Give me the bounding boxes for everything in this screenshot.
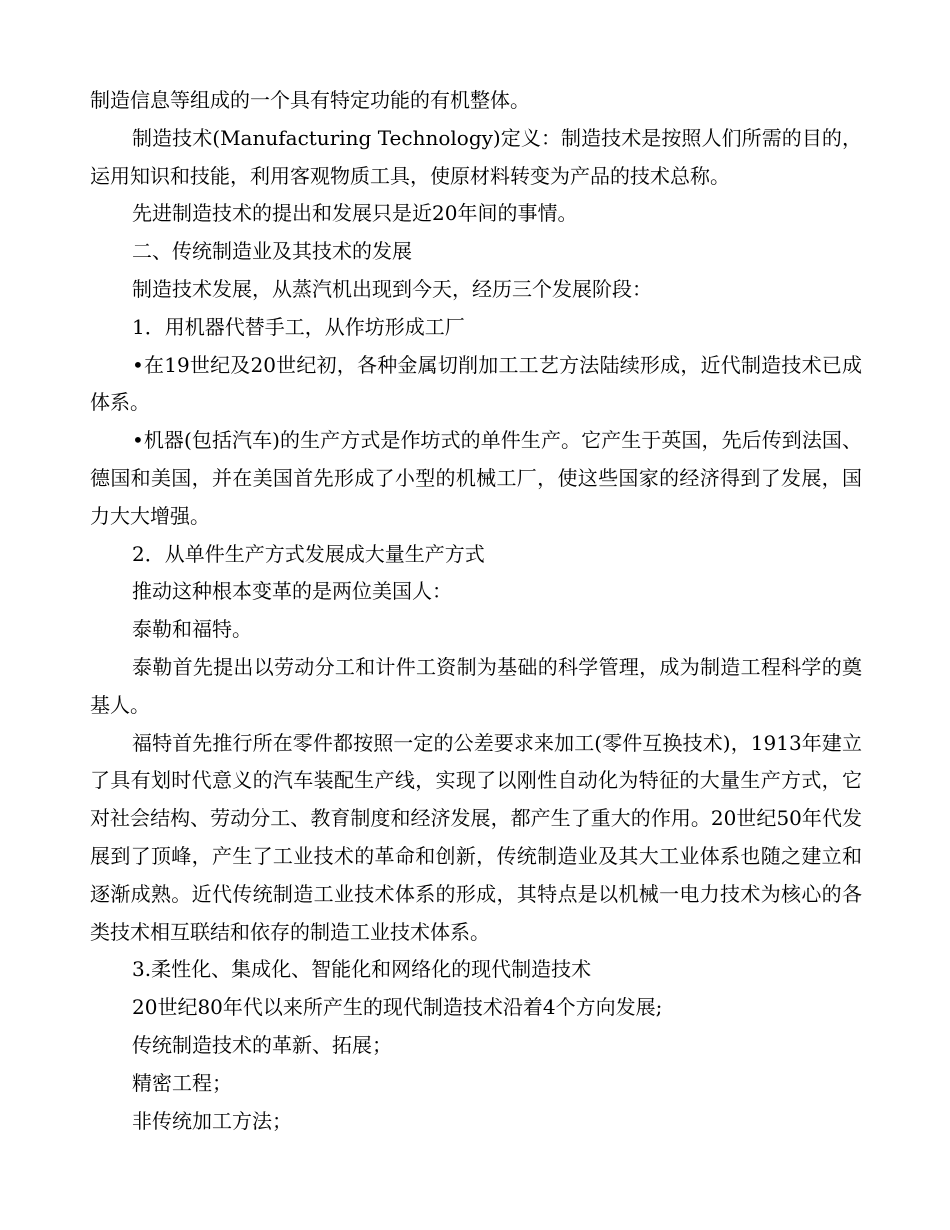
paragraph-advanced-manufacturing: 先进制造技术的提出和发展只是近20年间的事情。 <box>132 201 578 226</box>
paragraph-taylor-ford: 泰勒和福特。 <box>132 617 252 642</box>
bullet-item-workshop-production: •机器(包括汽车)的生产方式是作坊式的单件生产。它产生于英国，先后传到法国、德国和美国，并在美国首先形成了小型的机械工厂，使这些国家的经济得到了发展，国力大大增强。 <box>90 428 862 528</box>
subheading-stage-1: 1．用机器代替手工，从作坊形成工厂 <box>132 314 465 339</box>
paragraph-two-americans: 推动这种根本变革的是两位美国人： <box>132 579 452 604</box>
subheading-stage-2: 2．从单件生产方式发展成大量生产方式 <box>132 541 485 566</box>
list-item-precision-engineering: 精密工程； <box>132 1070 232 1095</box>
paragraph-four-directions: 20世纪80年代以来所产生的现代制造技术沿着4个方向发展; <box>132 995 663 1020</box>
document-page <box>90 82 862 1140</box>
paragraph-taylor: 泰勒首先提出以劳动分工和计件工资制为基础的科学管理，成为制造工程科学的奠基人。 <box>90 654 862 717</box>
bullet-item-19th-century: •在19世纪及20世纪初，各种金属切削加工工艺方法陆续形成，近代制造技术已成体系。 <box>90 352 862 415</box>
list-item-traditional-innovation: 传统制造技术的革新、拓展； <box>132 1032 392 1057</box>
paragraph-ford: 福特首先推行所在零件都按照一定的公差要求来加工(零件互换技术)，1913年建立了具有划时代意义的汽车装配生产线，实现了以刚性自动化为特征的大量生产方式，它对社会结构、劳动分工、教育制度和经济发展，都产生了重大的作用。20世纪50年代发展到了顶峰，产生了工业技术的革命和创新，传统制造业及其大工业体系也随之建立和逐渐成熟。近代传统制造工业技术体系的形成，其特点是以机械一电力技术为核心的各类技术相互联结和依存的制造工业技术体系。 <box>90 730 862 944</box>
section-heading-traditional-manufacturing: 二、传统制造业及其技术的发展 <box>132 239 412 264</box>
paragraph-manufacturing-technology-definition: 制造技术(Manufacturing Technology)定义：制造技术是按照人们所需的目的，运用知识和技能，利用客观物质工具，使原材料转变为产品的技术总称。 <box>90 125 862 188</box>
paragraph-three-stages: 制造技术发展，从蒸汽机出现到今天，经历三个发展阶段： <box>132 276 652 301</box>
subheading-stage-3: 3.柔性化、集成化、智能化和网络化的现代制造技术 <box>132 957 592 982</box>
list-item-non-traditional-machining: 非传统加工方法； <box>132 1108 292 1133</box>
paragraph-continuation: 制造信息等组成的一个具有特定功能的有机整体。 <box>90 88 530 112</box>
